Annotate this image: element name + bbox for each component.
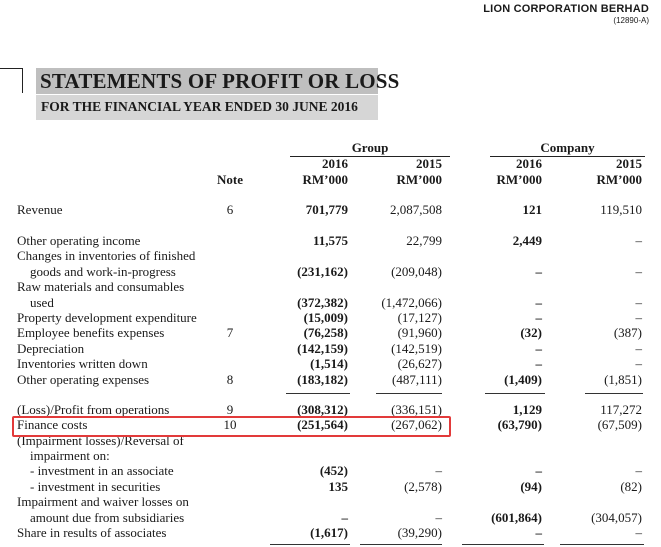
company-heading: Company xyxy=(540,140,595,155)
group-2016-value: – xyxy=(341,510,348,525)
row-label: used xyxy=(30,295,54,310)
group-2016-value: (183,182) xyxy=(297,372,348,387)
row-note: 7 xyxy=(226,325,234,340)
finance-costs-highlight xyxy=(12,416,451,437)
corner-bracket xyxy=(0,68,23,93)
table-row xyxy=(0,279,661,295)
company-reg-no: (12890-A) xyxy=(613,16,649,25)
group-2016-value: 135 xyxy=(328,479,348,494)
total-line xyxy=(560,544,644,545)
group-2015-value: (209,048) xyxy=(391,264,442,279)
group-2015-value: (1,472,066) xyxy=(381,295,442,310)
company-2016-value: – xyxy=(535,356,542,371)
company-2016-value: (63,790) xyxy=(497,417,542,432)
row-label: Depreciation xyxy=(17,341,85,356)
row-label: impairment on: xyxy=(30,448,110,463)
unit-label: RM’000 xyxy=(396,172,442,187)
group-2015-value: (26,627) xyxy=(397,356,442,371)
group-2016-value: (231,162) xyxy=(297,264,348,279)
year-label: 2015 xyxy=(616,156,642,171)
row-label: Finance costs xyxy=(17,417,88,432)
company-2015-value: (82) xyxy=(620,479,642,494)
row-note: 10 xyxy=(223,417,237,432)
group-2015-value: – xyxy=(435,463,442,478)
group-2015-value: (91,960) xyxy=(397,325,442,340)
group-2015-value: (2,578) xyxy=(404,479,442,494)
company-2016-header xyxy=(462,156,542,188)
row-label: Inventories written down xyxy=(17,356,148,371)
unit-label: RM’000 xyxy=(496,172,542,187)
row-label: Property development expenditure xyxy=(17,310,197,325)
table-row xyxy=(0,356,661,372)
group-2015-value: 2,087,508 xyxy=(390,202,442,217)
row-note: 8 xyxy=(226,372,234,387)
row-label: - investment in an associate xyxy=(30,463,174,478)
company-2016-value: – xyxy=(535,525,542,540)
row-label: (Impairment losses)/Reversal of xyxy=(17,433,184,448)
group-2015-value: – xyxy=(435,510,442,525)
group-2015-value: (142,519) xyxy=(391,341,442,356)
company-2016-value: – xyxy=(535,310,542,325)
total-line xyxy=(360,544,442,545)
company-2016-value: 121 xyxy=(522,202,542,217)
company-2016-value: (94) xyxy=(520,479,542,494)
table-row xyxy=(0,525,661,541)
company-2015-header xyxy=(560,156,642,188)
group-2016-value: (452) xyxy=(319,463,348,478)
group-2016-value: (1,514) xyxy=(310,356,348,371)
group-2016-value: (308,312) xyxy=(297,402,348,417)
row-label: Other operating income xyxy=(17,233,141,248)
group-2015-value: (336,151) xyxy=(391,402,442,417)
note-header: Note xyxy=(217,172,243,187)
group-2015-header xyxy=(360,156,442,188)
company-2015-value: – xyxy=(635,463,642,478)
company-2016-value: 2,449 xyxy=(512,233,542,248)
year-label: 2016 xyxy=(516,156,542,171)
table-row xyxy=(0,310,661,326)
table-row xyxy=(0,325,661,341)
year-label: 2016 xyxy=(322,156,348,171)
row-label: Changes in inventories of finished xyxy=(17,248,196,263)
group-2016-value: (251,564) xyxy=(297,417,348,432)
group-2015-value: 22,799 xyxy=(406,233,442,248)
unit-label: RM’000 xyxy=(596,172,642,187)
company-2016-value: – xyxy=(535,295,542,310)
row-label: amount due from subsidiaries xyxy=(30,510,185,525)
company-2015-value: 117,272 xyxy=(600,402,642,417)
table-row xyxy=(0,233,661,249)
group-2016-value: (142,159) xyxy=(297,341,348,356)
table-row xyxy=(0,463,661,479)
page-title: STATEMENTS OF PROFIT OR LOSS xyxy=(40,69,400,93)
company-2016-value: – xyxy=(535,264,542,279)
table-row xyxy=(0,202,661,218)
total-line xyxy=(376,393,442,394)
total-line xyxy=(270,544,350,545)
company-2016-value: – xyxy=(535,463,542,478)
table-row xyxy=(0,372,661,388)
row-note: 9 xyxy=(226,402,234,417)
company-2015-value: (1,851) xyxy=(604,372,642,387)
company-2015-value: – xyxy=(635,233,642,248)
group-2016-value: (15,009) xyxy=(303,310,348,325)
table-row xyxy=(0,494,661,510)
company-2016-value: (601,864) xyxy=(491,510,542,525)
group-2016-value: (1,617) xyxy=(310,525,348,540)
company-2015-value: – xyxy=(635,525,642,540)
company-2015-value: – xyxy=(635,341,642,356)
row-label: Employee benefits expenses xyxy=(17,325,165,340)
company-2016-value: – xyxy=(535,341,542,356)
company-2015-value: – xyxy=(635,295,642,310)
table-row xyxy=(0,479,661,495)
table-row xyxy=(0,295,661,311)
row-label: Other operating expenses xyxy=(17,372,150,387)
row-label: - investment in securities xyxy=(30,479,161,494)
table-row xyxy=(0,248,661,264)
group-2016-value: 701,779 xyxy=(305,202,348,217)
group-2016-value: 11,575 xyxy=(312,233,348,248)
group-2016-value: (76,258) xyxy=(303,325,348,340)
row-note: 6 xyxy=(226,202,234,217)
row-label: (Loss)/Profit from operations xyxy=(17,402,170,417)
company-2015-value: – xyxy=(635,264,642,279)
company-2015-value: 119,510 xyxy=(600,202,642,217)
company-2015-value: – xyxy=(635,356,642,371)
company-2015-value: (304,057) xyxy=(591,510,642,525)
row-label: Raw materials and consumables xyxy=(17,279,185,294)
row-label: Revenue xyxy=(17,202,63,217)
group-2015-value: (487,111) xyxy=(392,372,442,387)
group-2015-value: (267,062) xyxy=(391,417,442,432)
company-2016-value: 1,129 xyxy=(512,402,542,417)
total-line xyxy=(462,544,544,545)
company-header xyxy=(483,3,649,25)
table-row xyxy=(0,341,661,357)
total-line xyxy=(485,393,545,394)
group-2015-value: (39,290) xyxy=(397,525,442,540)
group-2015-value: (17,127) xyxy=(397,310,442,325)
table-row xyxy=(0,510,661,526)
total-line xyxy=(286,393,350,394)
table-row xyxy=(0,448,661,464)
company-2015-value: (387) xyxy=(613,325,642,340)
group-2016-header xyxy=(270,156,348,188)
company-name: LION CORPORATION BERHAD xyxy=(483,3,649,15)
subtitle-bar xyxy=(36,95,378,120)
table-row xyxy=(0,264,661,280)
title-bar xyxy=(36,68,400,94)
row-label: Share in results of associates xyxy=(17,525,167,540)
unit-label: RM’000 xyxy=(302,172,348,187)
row-label: goods and work-in-progress xyxy=(30,264,176,279)
group-2016-value: (372,382) xyxy=(297,295,348,310)
page-subtitle: FOR THE FINANCIAL YEAR ENDED 30 JUNE 2016 xyxy=(41,99,358,114)
company-2016-value: (32) xyxy=(520,325,542,340)
group-heading: Group xyxy=(351,140,389,155)
total-line xyxy=(585,393,643,394)
company-2015-value: – xyxy=(635,310,642,325)
row-label: Impairment and waiver losses on xyxy=(17,494,189,509)
company-2016-value: (1,409) xyxy=(504,372,542,387)
company-2015-value: (67,509) xyxy=(597,417,642,432)
year-label: 2015 xyxy=(416,156,442,171)
